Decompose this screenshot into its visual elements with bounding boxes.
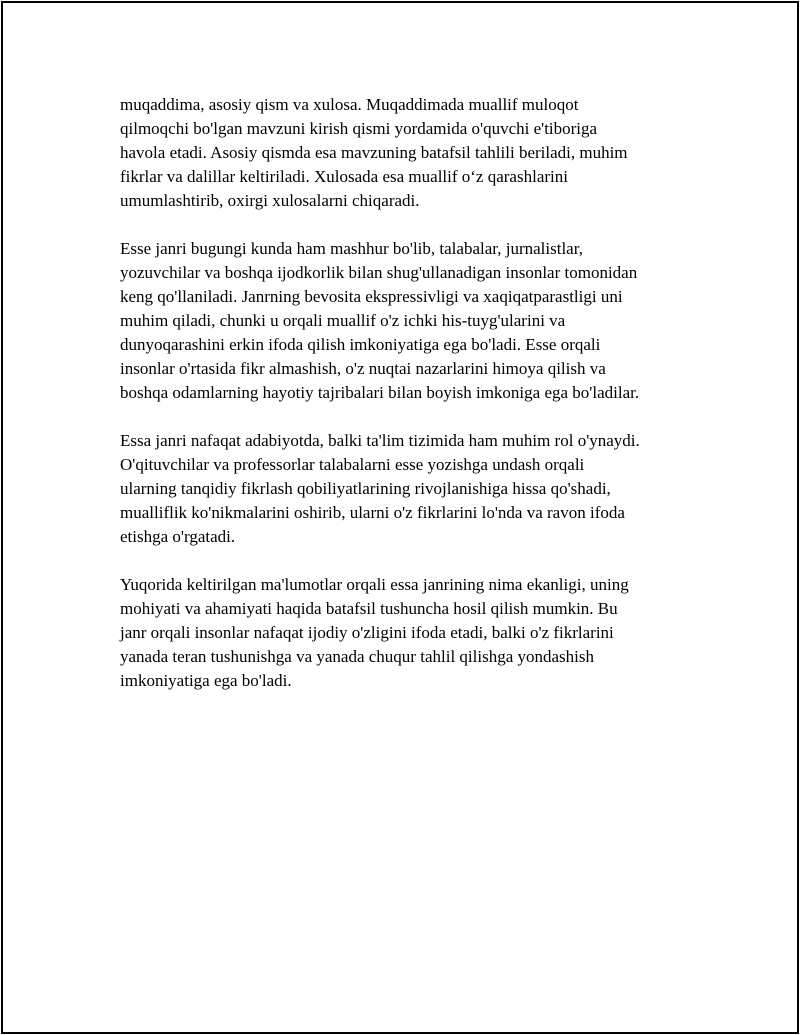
- document-body: [120, 93, 710, 717]
- page-frame: [1, 1, 799, 1034]
- paragraph-4: Yuqorida keltirilgan ma'lumotlar orqali essa janrining nima ekanligi, uning mohiyati va ahamiyati haqida batafsil tushuncha hosil qilish mumkin. Bu janr orqali insonlar nafaqat ijodiy o'zligini ifoda etadi, balki o'z fikrlarini yanada teran tushunishga va yanada chuqur tahlil qilishga yondashish imkoniyatiga ega bo'ladi.: [120, 575, 629, 690]
- paragraph-3: Essa janri nafaqat adabiyotda, balki ta'lim tizimida ham muhim rol o'ynaydi. O'qituvchilar va professorlar talabalarni esse yozishga undash orqali ularning tanqidiy fikrlash qobiliyatlarining rivojlanishiga hissa qo'shadi, mualliflik ko'nikmalarini oshirib, ularni o'z fikrlarini lo'nda va ravon ifoda etishga o'rgatadi.: [120, 431, 640, 546]
- paragraph-1: muqaddima, asosiy qism va xulosa. Muqaddimada muallif muloqot qilmoqchi bo'lgan mavzuni kirish qismi yordamida o'quvchi e'tiboriga havola etadi. Asosiy qismda esa mavzuning batafsil tahlili beriladi, muhim fikrlar va dalillar keltiriladi. Xulosada esa muallif oʻz qarashlarini umumlashtirib, oxirgi xulosalarni chiqaradi.: [120, 95, 628, 210]
- paragraph-2: Esse janri bugungi kunda ham mashhur bo'lib, talabalar, jurnalistlar, yozuvchilar va boshqa ijodkorlik bilan shug'ullanadigan insonlar tomonidan keng qo'llaniladi. Janrning bevosita ekspressivligi va xaqiqatparastligi uni muhim qiladi, chunki u orqali muallif o'z ichki his-tuyg'ularini va dunyoqarashini erkin ifoda qilish imkoniyatiga ega bo'ladi. Esse orqali insonlar o'rtasida fikr almashish, o'z nuqtai nazarlarini himoya qilish va boshqa odamlarning hayotiy tajribalari bilan boyish imkoniga ega bo'ladilar.: [120, 239, 640, 402]
